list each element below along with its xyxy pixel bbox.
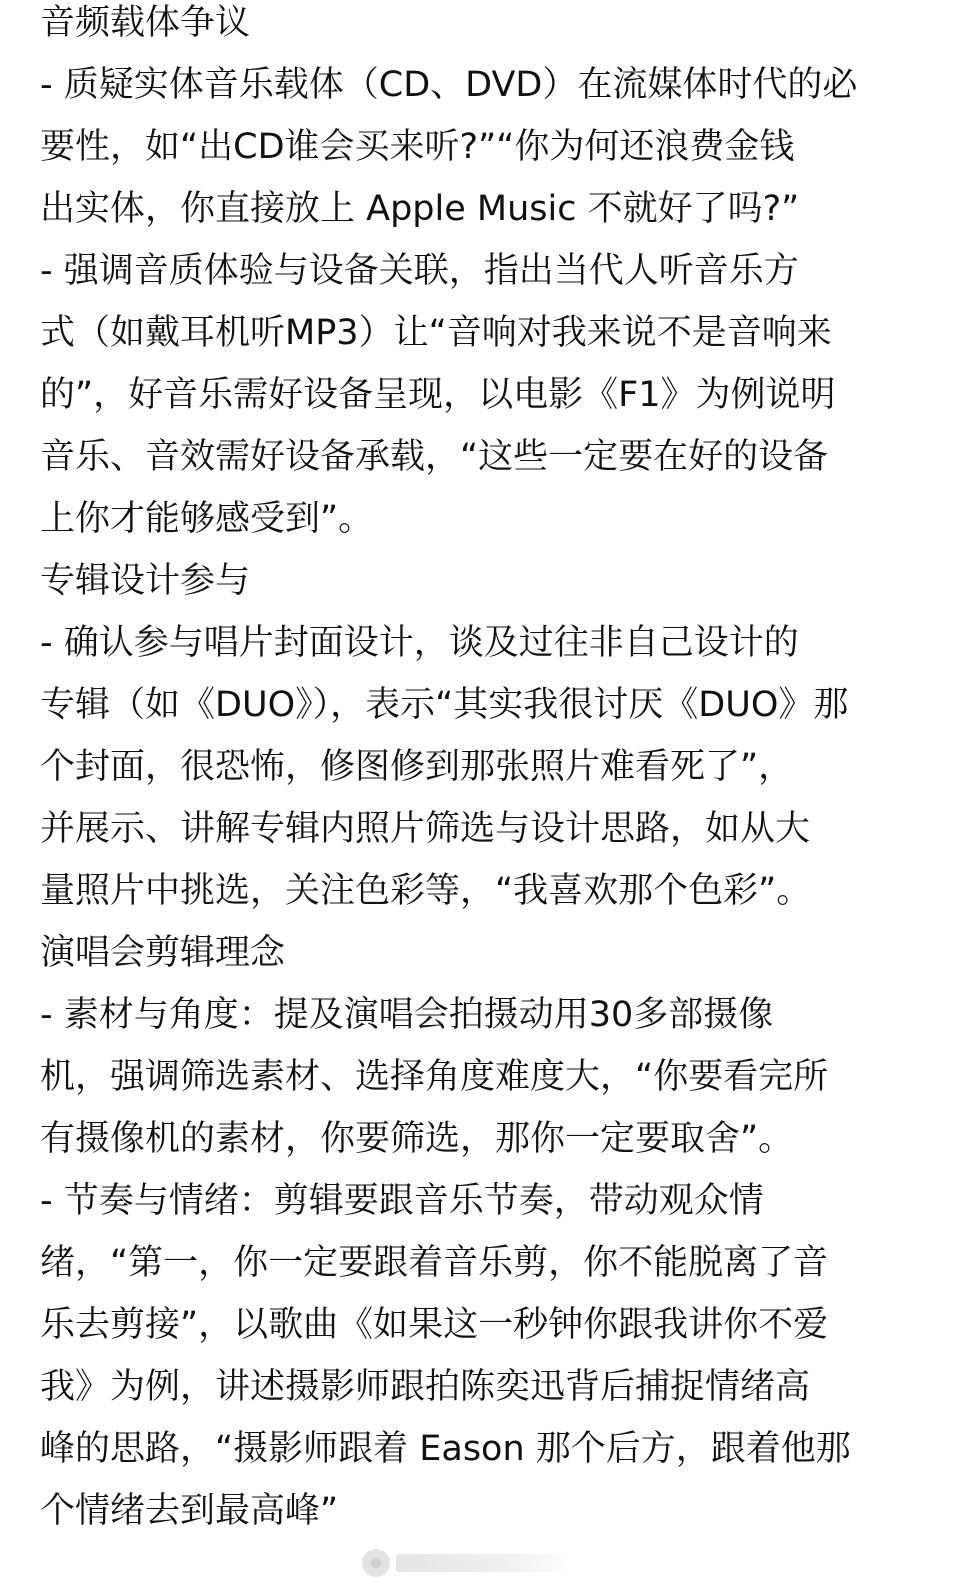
paragraph-line: - 强调音质体验与设备关联，指出当代人听音乐方 [40,251,799,291]
paragraph-line: - 节奏与情绪：剪辑要跟音乐节奏，带动观众情 [40,1181,764,1221]
paragraph-line: 我》为例，讲述摄影师跟拍陈奕迅背后捕捉情绪高 [40,1367,811,1407]
paragraph-line: 专辑（如《DUO》），表示“其实我很讨厌《DUO》那 [40,685,849,725]
paragraph-line: 有摄像机的素材，你要筛选，那你一定要取舍”。 [40,1119,794,1159]
document-body [40,0,930,1542]
paragraph-line: 个情绪去到最高峰” [40,1491,339,1531]
paragraph-line: 机，强调筛选素材、选择角度难度大，“你要看完所 [40,1057,829,1097]
section-heading-album-design: 专辑设计参与 [40,561,251,601]
section-heading-audio-carrier: 音频载体争议 [40,3,251,43]
paragraph-line: 量照片中挑选，关注色彩等，“我喜欢那个色彩”。 [40,871,812,911]
section-heading-concert-editing: 演唱会剪辑理念 [40,933,286,973]
paragraph-line: - 确认参与唱片封面设计，谈及过往非自己设计的 [40,623,799,663]
paragraph-line: 式（如戴耳机听MP3）让“音响对我来说不是音响来 [40,313,832,353]
paragraph-line: 出实体，你直接放上 Apple Music 不就好了吗?” [40,189,800,229]
paragraph-line: 要性，如“出CD谁会买来听?”“你为何还浪费金钱 [40,127,795,167]
paragraph-line: 个封面，很恐怖，修图修到那张照片难看死了”， [40,747,794,787]
paragraph-line: 绪，“第一，你一定要跟着音乐剪，你不能脱离了音 [40,1243,829,1283]
weibo-watermark-icon [362,1549,390,1577]
paragraph-line: 乐去剪接”，以歌曲《如果这一秒钟你跟我讲你不爱 [40,1305,829,1345]
paragraph-line: 峰的思路，“摄影师跟着 Eason 那个后方，跟着他那 [40,1429,851,1469]
paragraph-line: 音乐、音效需好设备承载，“这些一定要在好的设备 [40,437,829,477]
paragraph-line: - 素材与角度：提及演唱会拍摄动用30多部摄像 [40,995,774,1035]
paragraph-line: 上你才能够感受到”。 [40,499,374,539]
paragraph-line: 的”，好音乐需好设备呈现，以电影《F1》为例说明 [40,375,836,415]
paragraph-line: 并展示、讲解专辑内照片筛选与设计思路，如从大 [40,809,811,849]
watermark-blurred-text [396,1554,572,1572]
paragraph-line: - 质疑实体音乐载体（CD、DVD）在流媒体时代的必 [40,65,858,105]
watermark [362,1546,572,1580]
